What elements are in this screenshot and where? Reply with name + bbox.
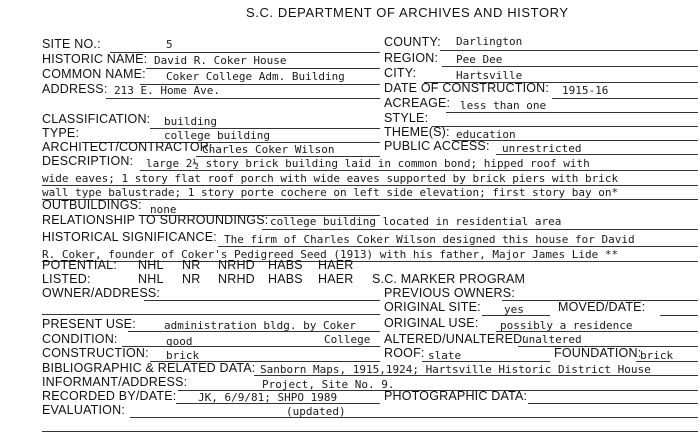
theme-label: THEME(S): <box>384 125 450 139</box>
roof-rule <box>422 361 550 362</box>
recorded-value-1: JK, 6/9/81; SHPO 1989 <box>198 391 338 404</box>
acreage-rule <box>446 112 698 113</box>
description-line-3: wall type balustrade; 1 story porte cochere on left side elevation; first story bay on* <box>42 186 619 199</box>
historic-name-rule <box>146 68 380 69</box>
address-label: ADDRESS: <box>42 82 108 96</box>
type-label: TYPE: <box>42 126 80 140</box>
original-site-rule <box>482 315 550 316</box>
listed-nr: NR <box>182 272 201 286</box>
classification-label: CLASSIFICATION: <box>42 112 151 126</box>
description-rule-1 <box>140 170 698 171</box>
city-label: CITY: <box>384 66 417 80</box>
present-use-value-1: administration bldg. by Coker <box>164 319 357 332</box>
style-label: STYLE: <box>384 111 429 125</box>
acreage-value: less than one <box>460 99 547 112</box>
classification-value: building <box>164 115 217 128</box>
original-site-value: yes <box>504 303 524 316</box>
previous-owners-label: PREVIOUS OWNERS: <box>384 286 515 300</box>
owner-rule-2 <box>42 314 380 315</box>
present-use-label: PRESENT USE: <box>42 317 136 331</box>
county-rule <box>440 50 698 51</box>
date-rule <box>552 98 698 99</box>
original-use-label: ORIGINAL USE: <box>384 316 479 330</box>
outbuildings-label: OUTBUILDINGS: <box>42 198 142 212</box>
common-name-label: COMMON NAME: <box>42 67 146 81</box>
region-rule <box>442 66 698 67</box>
bibliography-label: BIBLIOGRAPHIC & RELATED DATA: <box>42 361 256 375</box>
type-value: college building <box>164 129 270 142</box>
potential-haer: HAER <box>318 258 354 272</box>
style-rule <box>432 126 698 127</box>
construction-value: brick <box>166 349 200 362</box>
historic-name-value: David R. Coker House <box>154 54 287 67</box>
moved-label: MOVED/DATE: <box>558 300 646 314</box>
informant-label: INFORMANT/ADDRESS: <box>42 375 188 389</box>
relationship-label: RELATIONSHIP TO SURROUNDINGS: <box>42 213 269 227</box>
bibliography-line-2: Project, Site No. 9. <box>262 378 395 391</box>
evaluation-rule <box>130 417 698 418</box>
listed-nhl: NHL <box>138 272 164 286</box>
condition-label: CONDITION: <box>42 332 118 346</box>
common-name-value: Coker College Adm. Building <box>166 70 345 83</box>
relationship-rule <box>262 229 698 230</box>
bibliography-line-1: Sanborn Maps, 1915,1924; Hartsville Historic District House <box>260 363 651 376</box>
city-value: Hartsville <box>456 69 523 82</box>
site-no-label: SITE NO.: <box>42 37 101 51</box>
listed-haer: HAER <box>318 272 354 286</box>
architect-label: ARCHITECT/CONTRACTOR: <box>42 140 213 154</box>
address-rule <box>106 98 380 99</box>
significance-line-1: The firm of Charles Coker Wilson designed this house for David <box>224 233 635 246</box>
listed-habs: HABS <box>268 272 303 286</box>
description-line-2: wide eaves; 1 story flat roof porch with wide eaves supported by brick piers with brick <box>42 172 619 185</box>
county-value: Darlington <box>456 35 523 48</box>
date-value: 1915-16 <box>562 84 609 97</box>
description-label: DESCRIPTION: <box>42 154 134 168</box>
acreage-label: ACREAGE: <box>384 96 451 110</box>
condition-rule <box>122 346 380 347</box>
original-use-rule <box>496 331 698 332</box>
relationship-value: college building located in residential area <box>270 215 562 228</box>
owner-rule <box>144 300 380 301</box>
present-use-value-2: College <box>324 333 371 346</box>
architect-value: Charles Coker Wilson <box>202 143 335 156</box>
condition-value: good <box>166 335 193 348</box>
public-access-value: unrestricted <box>502 142 582 155</box>
site-no-value: 5 <box>166 38 173 51</box>
site-no-rule <box>110 52 380 53</box>
recorded-value-2: (updated) <box>286 405 346 418</box>
theme-value: education <box>456 128 516 141</box>
foundation-label: FOUNDATION: <box>554 346 642 360</box>
altered-label: ALTERED/UNALTERED: <box>384 332 527 346</box>
description-line-1: large 2½ story brick building laid in common bond; hipped roof with <box>146 157 590 170</box>
recorded-label: RECORDED BY/DATE: <box>42 389 177 403</box>
potential-nr: NR <box>182 258 201 272</box>
significance-rule-1 <box>218 246 698 247</box>
moved-rule <box>660 315 698 316</box>
significance-label: HISTORICAL SIGNIFICANCE: <box>42 230 217 244</box>
public-access-label: PUBLIC ACCESS: <box>384 139 490 153</box>
listed-label: LISTED: <box>42 272 91 286</box>
photographic-label: PHOTOGRAPHIC DATA: <box>384 389 528 403</box>
roof-label: ROOF: <box>384 346 425 360</box>
owner-label: OWNER/ADDRESS: <box>42 286 161 300</box>
potential-nhl: NHL <box>138 258 164 272</box>
potential-label: POTENTIAL: <box>42 258 117 272</box>
potential-habs: HABS <box>268 258 303 272</box>
outbuildings-value: none <box>150 203 177 216</box>
foundation-value: brick <box>640 349 674 362</box>
original-site-label: ORIGINAL SITE: <box>384 300 481 314</box>
foundation-rule <box>636 361 698 362</box>
construction-label: CONSTRUCTION: <box>42 346 149 360</box>
address-value: 213 E. Home Ave. <box>114 84 220 97</box>
evaluation-label: EVALUATION: <box>42 403 126 417</box>
significance-line-2: R. Coker, founder of Coker's Pedigreed Seed (1913) with his father, Major James Lide ** <box>42 248 619 261</box>
original-use-value: possibly a residence <box>500 319 633 332</box>
recorded-rule <box>176 403 380 404</box>
date-label: DATE OF CONSTRUCTION: <box>384 81 550 95</box>
region-value: Pee Dee <box>456 53 503 66</box>
bottom-rule <box>42 431 698 432</box>
present-use-rule <box>128 331 380 332</box>
listed-nrhd: NRHD <box>218 272 255 286</box>
potential-nrhd: NRHD <box>218 258 255 272</box>
marker-label: S.C. MARKER PROGRAM <box>372 272 526 286</box>
historic-name-label: HISTORIC NAME: <box>42 52 148 66</box>
roof-value: slate <box>428 349 462 362</box>
public-access-rule <box>496 154 698 155</box>
altered-value: unaltered <box>522 333 582 346</box>
bibliography-rule <box>254 375 698 376</box>
page-title: S.C. DEPARTMENT OF ARCHIVES AND HISTORY <box>246 5 569 20</box>
photographic-rule <box>528 403 698 404</box>
county-label: COUNTY: <box>384 35 441 49</box>
region-label: REGION: <box>384 51 439 65</box>
